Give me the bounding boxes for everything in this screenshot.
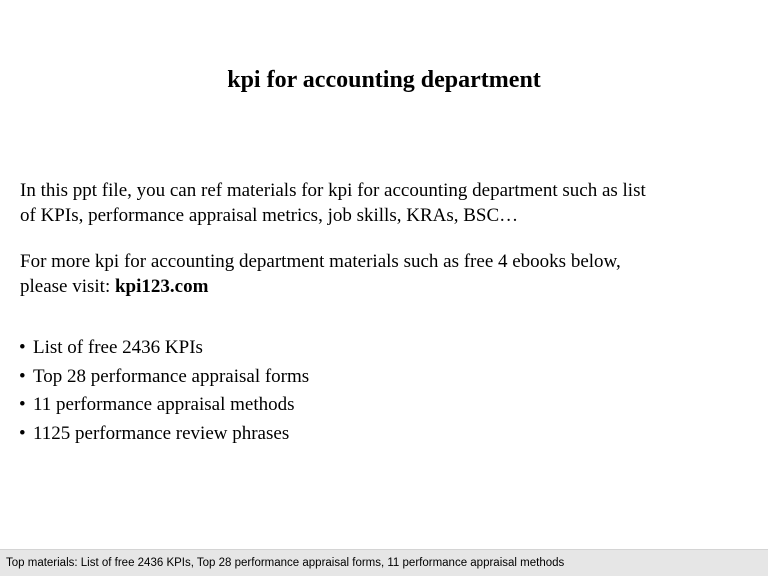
website-link[interactable]: kpi123.com xyxy=(114,276,209,297)
slide-title: kpi for accounting department xyxy=(227,67,541,93)
bullet-icon: • xyxy=(19,365,26,387)
more-paragraph xyxy=(20,249,740,299)
more-line-1: For more kpi for accounting department materials such as free 4 ebooks below, xyxy=(20,251,621,272)
list-item xyxy=(19,420,309,449)
materials-list xyxy=(19,334,309,448)
list-item xyxy=(19,391,309,420)
intro-line-2: of KPIs, performance appraisal metrics, job skills, KRAs, BSC… xyxy=(20,205,519,226)
list-item-text: 1125 performance review phrases xyxy=(33,422,290,444)
bullet-icon: • xyxy=(19,337,26,358)
intro-line-1: In this ppt file, you can ref materials for kpi for accounting department such as list xyxy=(20,180,646,201)
list-item-text: List of free 2436 KPIs xyxy=(33,337,203,358)
list-item-text: Top 28 performance appraisal forms xyxy=(33,365,310,387)
list-item xyxy=(19,363,309,392)
bullet-icon: • xyxy=(19,394,26,415)
list-item-text: 11 performance appraisal methods xyxy=(33,394,295,415)
footer-bar xyxy=(0,549,768,576)
list-item xyxy=(19,334,309,363)
more-line-2-prefix: please visit: xyxy=(20,276,115,297)
footer-text: Top materials: List of free 2436 KPIs, Top 28 performance appraisal forms, 11 performance appraisal methods xyxy=(6,557,565,569)
intro-paragraph xyxy=(20,178,740,228)
bullet-icon: • xyxy=(19,422,26,444)
